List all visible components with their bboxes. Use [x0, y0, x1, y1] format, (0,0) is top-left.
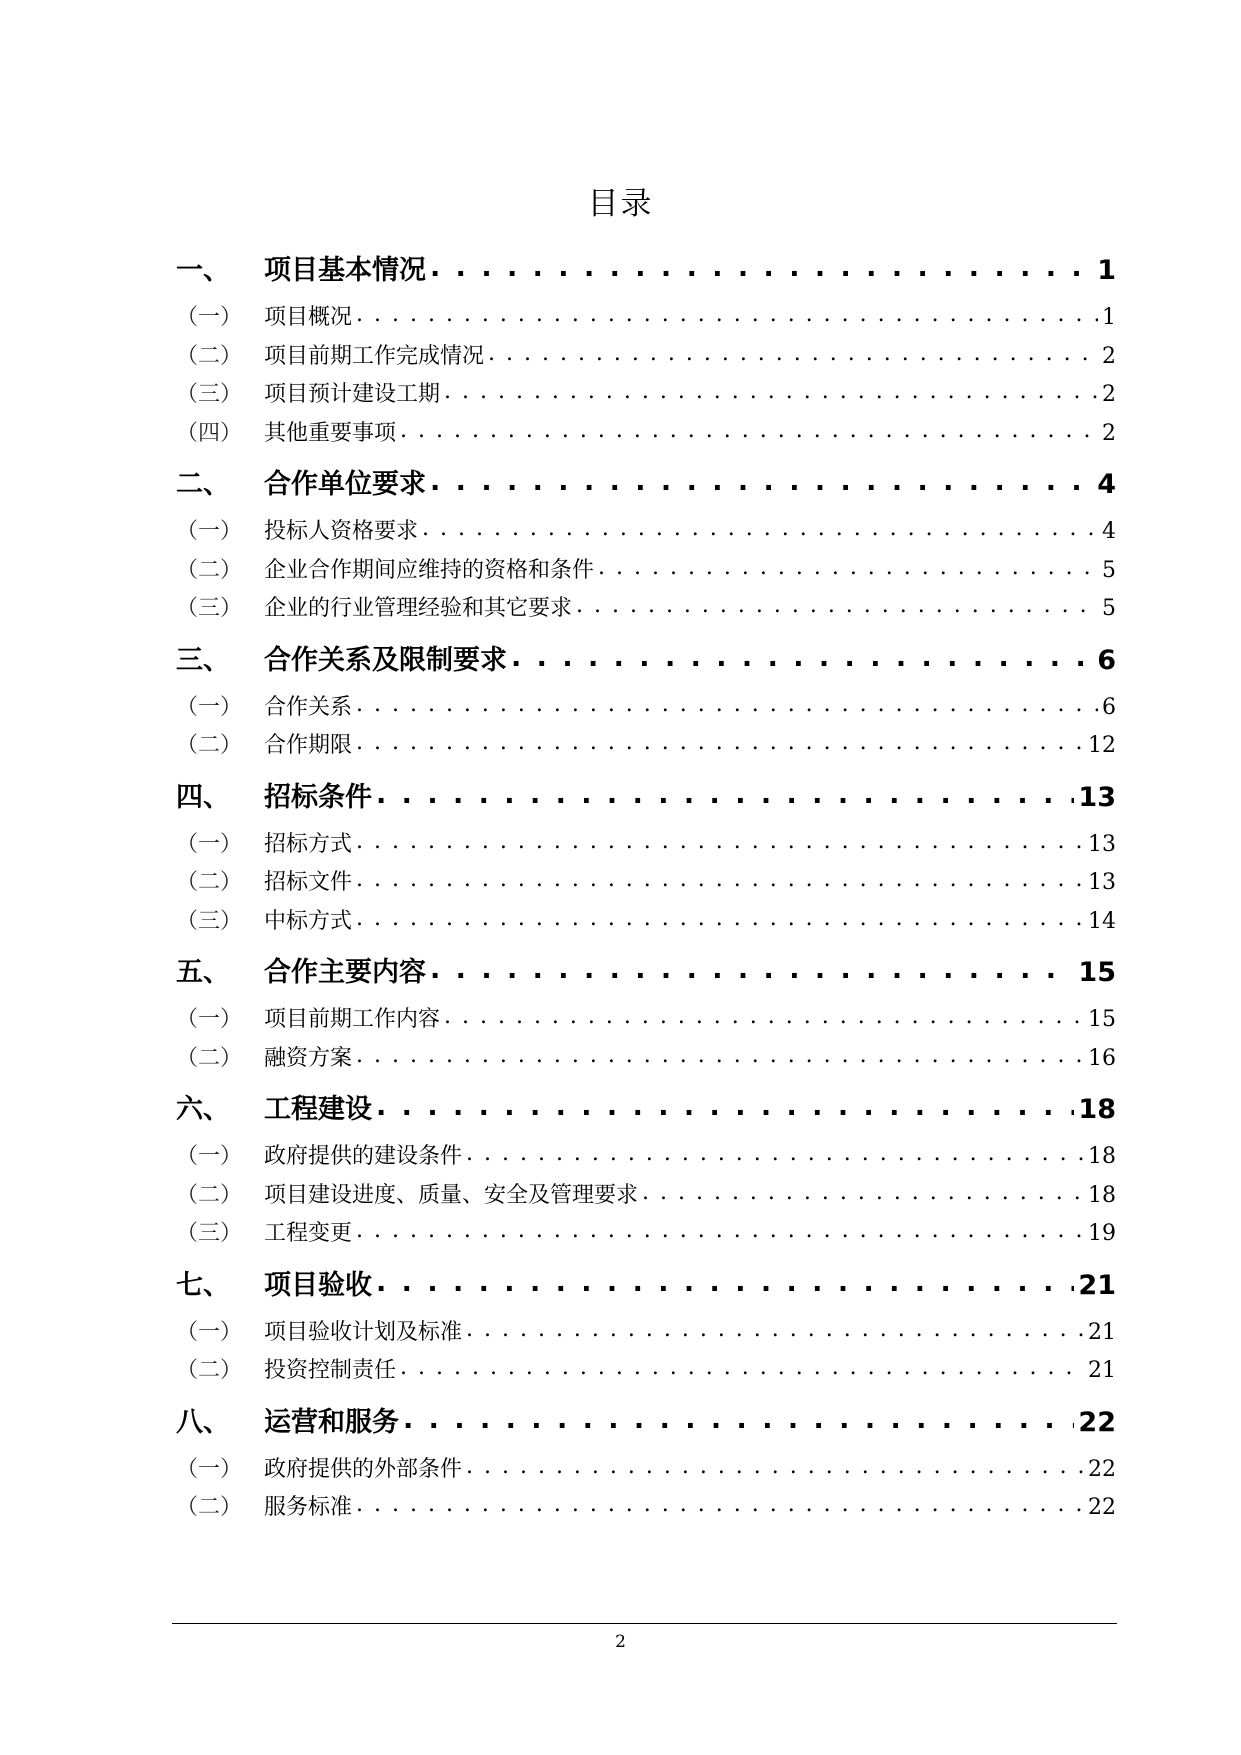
- dot-leader: [376, 1267, 1074, 1294]
- toc-subsection-entry[interactable]: [176, 1139, 1116, 1178]
- entry-number: 五、: [176, 957, 230, 988]
- entry-title: 项目概况: [264, 305, 353, 330]
- entry-title: 招标条件: [264, 781, 372, 813]
- toc-subsection-entry[interactable]: [176, 728, 1116, 767]
- dot-leader: [356, 1492, 1084, 1514]
- toc-subsection-entry[interactable]: [176, 591, 1116, 630]
- entry-page-number: 14: [1088, 908, 1116, 934]
- dot-leader: [376, 1091, 1074, 1118]
- dot-leader: [403, 1404, 1074, 1431]
- dot-leader: [356, 1043, 1084, 1065]
- toc-subsection-entry[interactable]: [176, 416, 1116, 455]
- dot-leader: [430, 954, 1074, 981]
- entry-number: （三）: [176, 1221, 243, 1246]
- entry-title: 融资方案: [264, 1045, 353, 1071]
- dot-leader: [356, 730, 1084, 752]
- entry-number: （一）: [176, 1007, 243, 1032]
- toc-subsection-entry[interactable]: [176, 1041, 1116, 1080]
- entry-title: 政府提供的外部条件: [264, 1456, 463, 1482]
- toc-section-entry[interactable]: [176, 638, 1116, 678]
- entry-number: （二）: [176, 1358, 243, 1383]
- toc-section-entry[interactable]: [176, 775, 1116, 815]
- entry-title: 合作关系: [264, 694, 353, 720]
- entry-number: （三）: [176, 596, 243, 621]
- entry-page-number: 18: [1078, 1094, 1116, 1125]
- dot-leader: [356, 1218, 1084, 1240]
- entry-number: 七、: [176, 1269, 230, 1301]
- toc-section-entry[interactable]: [176, 1263, 1116, 1303]
- entry-title: 企业合作期间应维持的资格和条件: [264, 557, 595, 583]
- entry-title: 项目预计建设工期: [264, 382, 441, 407]
- entry-number: （二）: [176, 1495, 243, 1520]
- dot-leader: [376, 779, 1074, 806]
- entry-number: （二）: [176, 557, 243, 583]
- entry-number: 三、: [176, 644, 230, 676]
- entry-title: 中标方式: [264, 908, 353, 934]
- entry-page-number: 18: [1088, 1144, 1116, 1169]
- toc-subsection-entry[interactable]: [176, 1490, 1116, 1529]
- toc-subsection-entry[interactable]: [176, 377, 1116, 416]
- entry-number: 一、: [176, 255, 230, 286]
- entry-page-number: 19: [1088, 1221, 1116, 1246]
- entry-page-number: 13: [1088, 831, 1116, 857]
- entry-title: 运营和服务: [264, 1406, 399, 1438]
- entry-number: （二）: [176, 733, 243, 758]
- dot-leader: [576, 593, 1098, 615]
- dot-leader: [444, 379, 1098, 401]
- entry-number: （二）: [176, 1182, 243, 1208]
- toc-section-entry[interactable]: [176, 248, 1116, 288]
- toc-subsection-entry[interactable]: [176, 1178, 1116, 1217]
- toc-subsection-entry[interactable]: [176, 1002, 1116, 1041]
- entry-number: （一）: [176, 831, 243, 857]
- entry-title: 项目前期工作内容: [264, 1007, 441, 1032]
- entry-page-number: 12: [1088, 733, 1116, 758]
- dot-leader: [430, 252, 1093, 279]
- entry-page-number: 2: [1102, 382, 1116, 407]
- entry-number: （二）: [176, 870, 243, 895]
- table-of-contents: [176, 240, 1116, 1529]
- entry-title: 投资控制责任: [264, 1358, 397, 1383]
- dot-leader: [356, 906, 1084, 928]
- entry-title: 合作期限: [264, 733, 353, 758]
- dot-leader: [642, 1180, 1084, 1202]
- toc-subsection-entry[interactable]: [176, 865, 1116, 904]
- entry-title: 政府提供的建设条件: [264, 1144, 463, 1169]
- entry-title: 合作单位要求: [264, 469, 426, 500]
- entry-page-number: 5: [1102, 557, 1116, 583]
- toc-subsection-entry[interactable]: [176, 904, 1116, 943]
- toc-subsection-entry[interactable]: [176, 1216, 1116, 1255]
- entry-page-number: 22: [1088, 1456, 1116, 1482]
- toc-section-entry[interactable]: [176, 462, 1116, 502]
- footer-page-number: 2: [615, 1632, 626, 1652]
- dot-leader: [466, 1454, 1084, 1476]
- entry-page-number: 4: [1102, 519, 1116, 544]
- dot-leader: [444, 1004, 1084, 1026]
- entry-page-number: 6: [1097, 644, 1116, 676]
- entry-page-number: 15: [1078, 957, 1116, 988]
- entry-number: （三）: [176, 382, 243, 407]
- toc-section-entry[interactable]: [176, 1400, 1116, 1440]
- dot-leader: [400, 418, 1098, 440]
- entry-title: 项目建设进度、质量、安全及管理要求: [264, 1182, 639, 1208]
- entry-number: （三）: [176, 908, 243, 934]
- entry-page-number: 18: [1088, 1182, 1116, 1208]
- toc-title: 目录: [587, 186, 654, 222]
- entry-page-number: 16: [1088, 1045, 1116, 1071]
- entry-title: 合作关系及限制要求: [264, 644, 507, 676]
- entry-page-number: 1: [1097, 255, 1116, 286]
- toc-section-entry[interactable]: [176, 950, 1116, 990]
- entry-number: （二）: [176, 1045, 243, 1071]
- entry-title: 项目基本情况: [264, 255, 426, 286]
- dot-leader: [356, 692, 1098, 714]
- entry-page-number: 21: [1088, 1319, 1116, 1345]
- entry-page-number: 5: [1102, 596, 1116, 621]
- toc-subsection-entry[interactable]: [176, 553, 1116, 592]
- entry-page-number: 21: [1088, 1358, 1116, 1383]
- dot-leader: [400, 1355, 1084, 1377]
- toc-subsection-entry[interactable]: [176, 827, 1116, 866]
- toc-subsection-entry[interactable]: [176, 1452, 1116, 1491]
- toc-subsection-entry[interactable]: [176, 339, 1116, 378]
- entry-number: （四）: [176, 420, 243, 446]
- entry-title: 项目前期工作完成情况: [264, 343, 485, 369]
- entry-title: 招标文件: [264, 870, 353, 895]
- entry-page-number: 1: [1102, 305, 1116, 330]
- entry-number: （一）: [176, 519, 243, 544]
- entry-page-number: 6: [1102, 694, 1116, 720]
- toc-subsection-entry[interactable]: [176, 1353, 1116, 1392]
- entry-page-number: 15: [1088, 1007, 1116, 1032]
- entry-number: 二、: [176, 469, 230, 500]
- footer-divider: [172, 1623, 1117, 1624]
- entry-title: 合作主要内容: [264, 957, 426, 988]
- entry-title: 投标人资格要求: [264, 519, 419, 544]
- entry-title: 招标方式: [264, 831, 353, 857]
- toc-subsection-entry[interactable]: [176, 300, 1116, 339]
- entry-page-number: 22: [1088, 1495, 1116, 1520]
- entry-number: （一）: [176, 1319, 243, 1345]
- entry-title: 工程建设: [264, 1094, 372, 1125]
- toc-subsection-entry[interactable]: [176, 690, 1116, 729]
- entry-number: 四、: [176, 781, 230, 813]
- entry-title: 企业的行业管理经验和其它要求: [264, 596, 573, 621]
- entry-title: 其他重要事项: [264, 420, 397, 446]
- toc-subsection-entry[interactable]: [176, 1315, 1116, 1354]
- entry-number: （一）: [176, 1144, 243, 1169]
- entry-page-number: 2: [1102, 420, 1116, 446]
- entry-number: （二）: [176, 343, 243, 369]
- dot-leader: [430, 466, 1093, 493]
- entry-number: 六、: [176, 1094, 230, 1125]
- entry-number: （一）: [176, 305, 243, 330]
- entry-number: 八、: [176, 1406, 230, 1438]
- dot-leader: [511, 642, 1093, 669]
- entry-page-number: 21: [1078, 1269, 1116, 1301]
- entry-page-number: 4: [1097, 469, 1116, 500]
- entry-title: 项目验收计划及标准: [264, 1319, 463, 1345]
- entry-title: 项目验收: [264, 1269, 372, 1301]
- entry-title: 服务标准: [264, 1495, 353, 1520]
- dot-leader: [356, 829, 1084, 851]
- entry-number: （一）: [176, 694, 243, 720]
- entry-title: 工程变更: [264, 1221, 353, 1246]
- dot-leader: [356, 302, 1098, 324]
- entry-number: （一）: [176, 1456, 243, 1482]
- toc-subsection-entry[interactable]: [176, 514, 1116, 553]
- dot-leader: [466, 1317, 1084, 1339]
- entry-page-number: 13: [1088, 870, 1116, 895]
- dot-leader: [488, 341, 1098, 363]
- dot-leader: [466, 1141, 1084, 1163]
- entry-page-number: 2: [1102, 343, 1116, 369]
- entry-page-number: 13: [1078, 781, 1116, 813]
- dot-leader: [598, 555, 1098, 577]
- dot-leader: [356, 867, 1084, 889]
- dot-leader: [422, 516, 1098, 538]
- entry-page-number: 22: [1078, 1406, 1116, 1438]
- toc-section-entry[interactable]: [176, 1087, 1116, 1127]
